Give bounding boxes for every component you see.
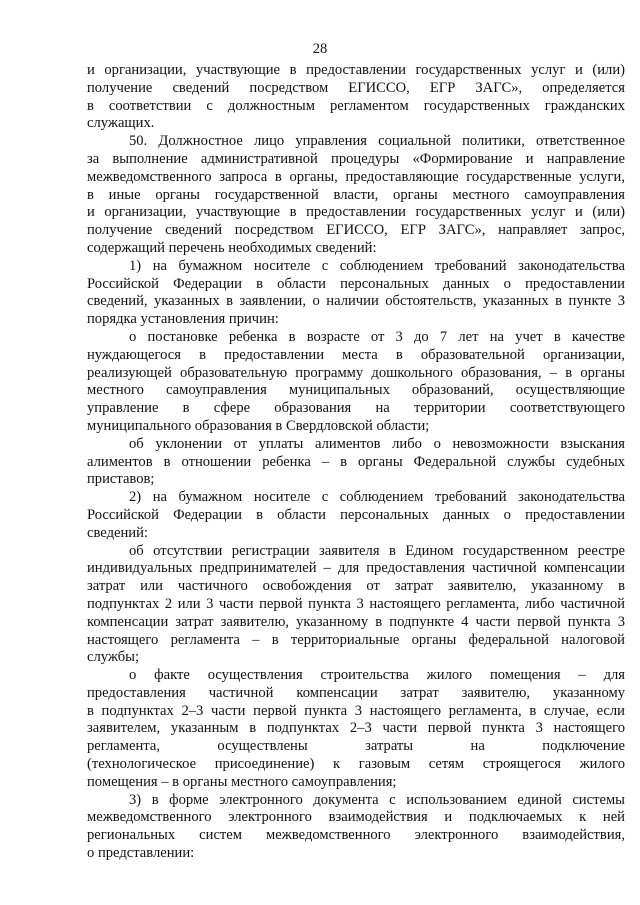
text-line: подпунктах 2 или 3 части первой пункта 3 настоящего регламента, либо частичной xyxy=(87,595,625,612)
text-line: заявителем, указанным в подпунктах 2–3 части первой пункта 3 настоящего xyxy=(87,720,625,737)
text-line: и организации, участвующие в предоставлении государственных услуг и (или) xyxy=(87,62,625,78)
text-line: в подпунктах 2–3 части первой пункта 3 настоящего регламента, в случае, если xyxy=(87,702,625,719)
text-line: региональных систем межведомственного электронного взаимодействия, xyxy=(87,827,625,844)
page-number: 28 xyxy=(312,41,328,57)
text-line: алиментов в отношении ребенка – в органы Федеральной службы судебных xyxy=(87,453,625,470)
text-line: компенсации затрат заявителю, указанному в подпункте 4 части первой пункта 3 xyxy=(87,613,625,630)
text-line: (технологическое присоединение) к газовым сетям строящегося жилого xyxy=(87,756,625,773)
text-line: 1) на бумажном носителе с соблюдением требований законодательства xyxy=(129,257,625,274)
text-line: за выполнение административной процедуры «Формирование и направление xyxy=(87,150,625,167)
text-line: о постановке ребенка в возрасте от 3 до 7 лет на учет в качестве xyxy=(129,328,625,345)
text-line: об уклонении от уплаты алиментов либо о невозможности взыскания xyxy=(129,435,625,452)
text-line: порядка установления причин: xyxy=(87,311,279,328)
text-line: 50. Должностное лицо управления социальной политики, ответственное xyxy=(129,133,625,150)
text-line: 3) в форме электронного документа с использованием единой системы xyxy=(129,791,625,808)
text-line: получение сведений посредством ЕГИССО, ЕГР ЗАГС», направляет запрос, xyxy=(87,222,625,239)
text-line: настоящего регламента – в территориальные органы федеральной налоговой xyxy=(87,631,625,648)
text-line: помещения – в органы местного самоуправления; xyxy=(87,773,397,790)
text-line: предоставления частичной компенсации затрат заявителю, указанному xyxy=(87,684,625,701)
text-line: о представлении: xyxy=(87,845,195,862)
text-line: в соответствии с должностным регламентом государственных гражданских xyxy=(87,97,625,114)
text-line: межведомственного запроса в органы, предоставляющие государственные услуги, xyxy=(87,168,625,185)
text-line: о факте осуществления строительства жилого помещения – для xyxy=(129,667,625,684)
document-body xyxy=(87,62,625,863)
text-line: Российской Федерации в области персональных данных о предоставлении xyxy=(87,275,625,292)
text-line: Российской Федерации в области персональных данных о предоставлении xyxy=(87,506,625,523)
text-line: сведений: xyxy=(87,524,148,541)
text-line: индивидуальных предпринимателей – для предоставления частичной компенсации xyxy=(87,560,625,577)
text-line: приставов; xyxy=(87,471,155,488)
text-line: получение сведений посредством ЕГИССО, ЕГР ЗАГС», определяется xyxy=(87,79,625,96)
text-line: в иные органы государственной власти, органы местного самоуправления xyxy=(87,186,625,203)
text-line: муниципального образования в Свердловской области; xyxy=(87,417,430,434)
text-line: затрат или частичного освобождения от затрат заявителю, указанному в xyxy=(87,578,625,595)
text-line: реализующей образовательную программу дошкольного образования, – в органы xyxy=(87,364,625,381)
text-line: межведомственного электронного взаимодействия и подключаемых к ней xyxy=(87,809,625,826)
text-line: содержащий перечень необходимых сведений: xyxy=(87,239,377,256)
text-line: и организации, участвующие в предоставлении государственных услуг и (или) xyxy=(87,204,625,221)
text-line: службы; xyxy=(87,649,140,666)
text-line: служащих. xyxy=(87,115,155,132)
text-line: местного самоуправления муниципальных образований, осуществляющие xyxy=(87,382,625,399)
text-line: регламента, осуществлены затраты на подключение xyxy=(87,738,625,755)
text-line: 2) на бумажном носителе с соблюдением требований законодательства xyxy=(129,489,625,506)
text-line: управление в сфере образования на территории соответствующего xyxy=(87,400,625,417)
text-line: сведений, указанных в заявлении, о наличии обстоятельств, указанных в пункте 3 xyxy=(87,293,625,310)
text-line: об отсутствии регистрации заявителя в Едином государственном реестре xyxy=(129,542,625,559)
text-line: нуждающегося в предоставлении места в образовательной организации, xyxy=(87,346,625,363)
